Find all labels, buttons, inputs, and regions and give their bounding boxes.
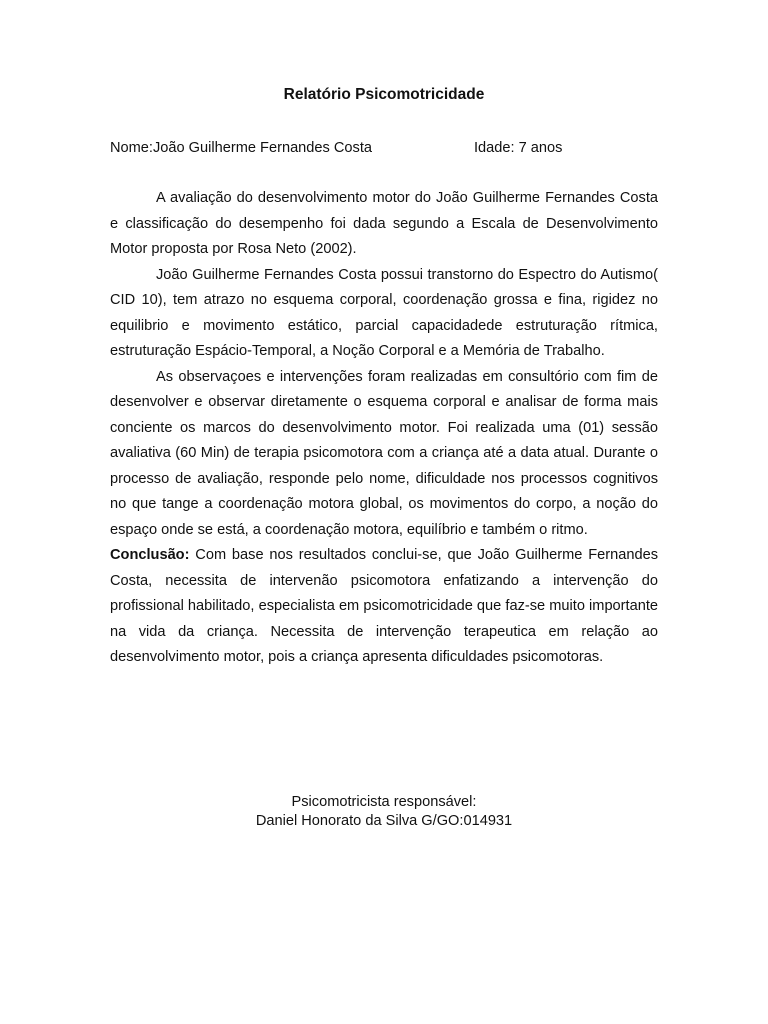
- patient-age: Idade: 7 anos: [474, 140, 563, 156]
- paragraph-diagnosis: João Guilherme Fernandes Costa possui transtorno do Espectro do Autismo( CID 10), tem atrazo no esquema corporal, coordenação grossa e fina, rigidez no equilibrio e movimento estático, parcial capacidadede estruturação rítmica, estruturação Espácio-Temporal, a Noção Corporal e a Memória de Trabalho.: [110, 266, 658, 359]
- conclusion-text: Com base nos resultados conclui-se, que João Guilherme Fernandes Costa, necessita de intervenão psicomotora enfatizando a intervenção do profissional habilitado, especialista em psicomotricidade que faz-se muito importante na vida da criança. Necessita de intervenção terapeutica em relação ao desenvolvimento motor, pois a criança apresenta dificuldades psicomotoras.: [110, 547, 658, 665]
- signature-role: Psicomotricista responsável:: [291, 794, 477, 810]
- report-body: [110, 186, 658, 671]
- document-title: Relatório Psicomotricidade: [283, 86, 485, 103]
- paragraph-observations: As observaçoes e intervenções foram realizadas em consultório com fim de desenvolver e observar diretamente o esquema corporal e analisar de forma mais conciente os marcos do desenvolvimento motor. Foi realizada uma (01) sessão avaliativa (60 Min) de terapia psicomotora com a criança até a data atual. Durante o processo de avaliação, responde pelo nome, dificuldade nos processos cognitivos no que tange a coordenação motora global, os movimentos do corpo, a noção do espaço onde se está, a coordenação motora, equilíbrio e também o ritmo.: [110, 368, 658, 538]
- signature-block: [0, 793, 768, 831]
- signature-name: Daniel Honorato da Silva G/GO:014931: [255, 813, 513, 829]
- conclusion-label: Conclusão:: [110, 547, 190, 563]
- patient-name: Nome:João Guilherme Fernandes Costa: [110, 140, 373, 156]
- paragraph-conclusion: [110, 543, 658, 671]
- paragraph-evaluation: A avaliação do desenvolvimento motor do João Guilherme Fernandes Costa e classificação do desempenho foi dada segundo a Escala de Desenvolvimento Motor proposta por Rosa Neto (2002).: [110, 190, 658, 257]
